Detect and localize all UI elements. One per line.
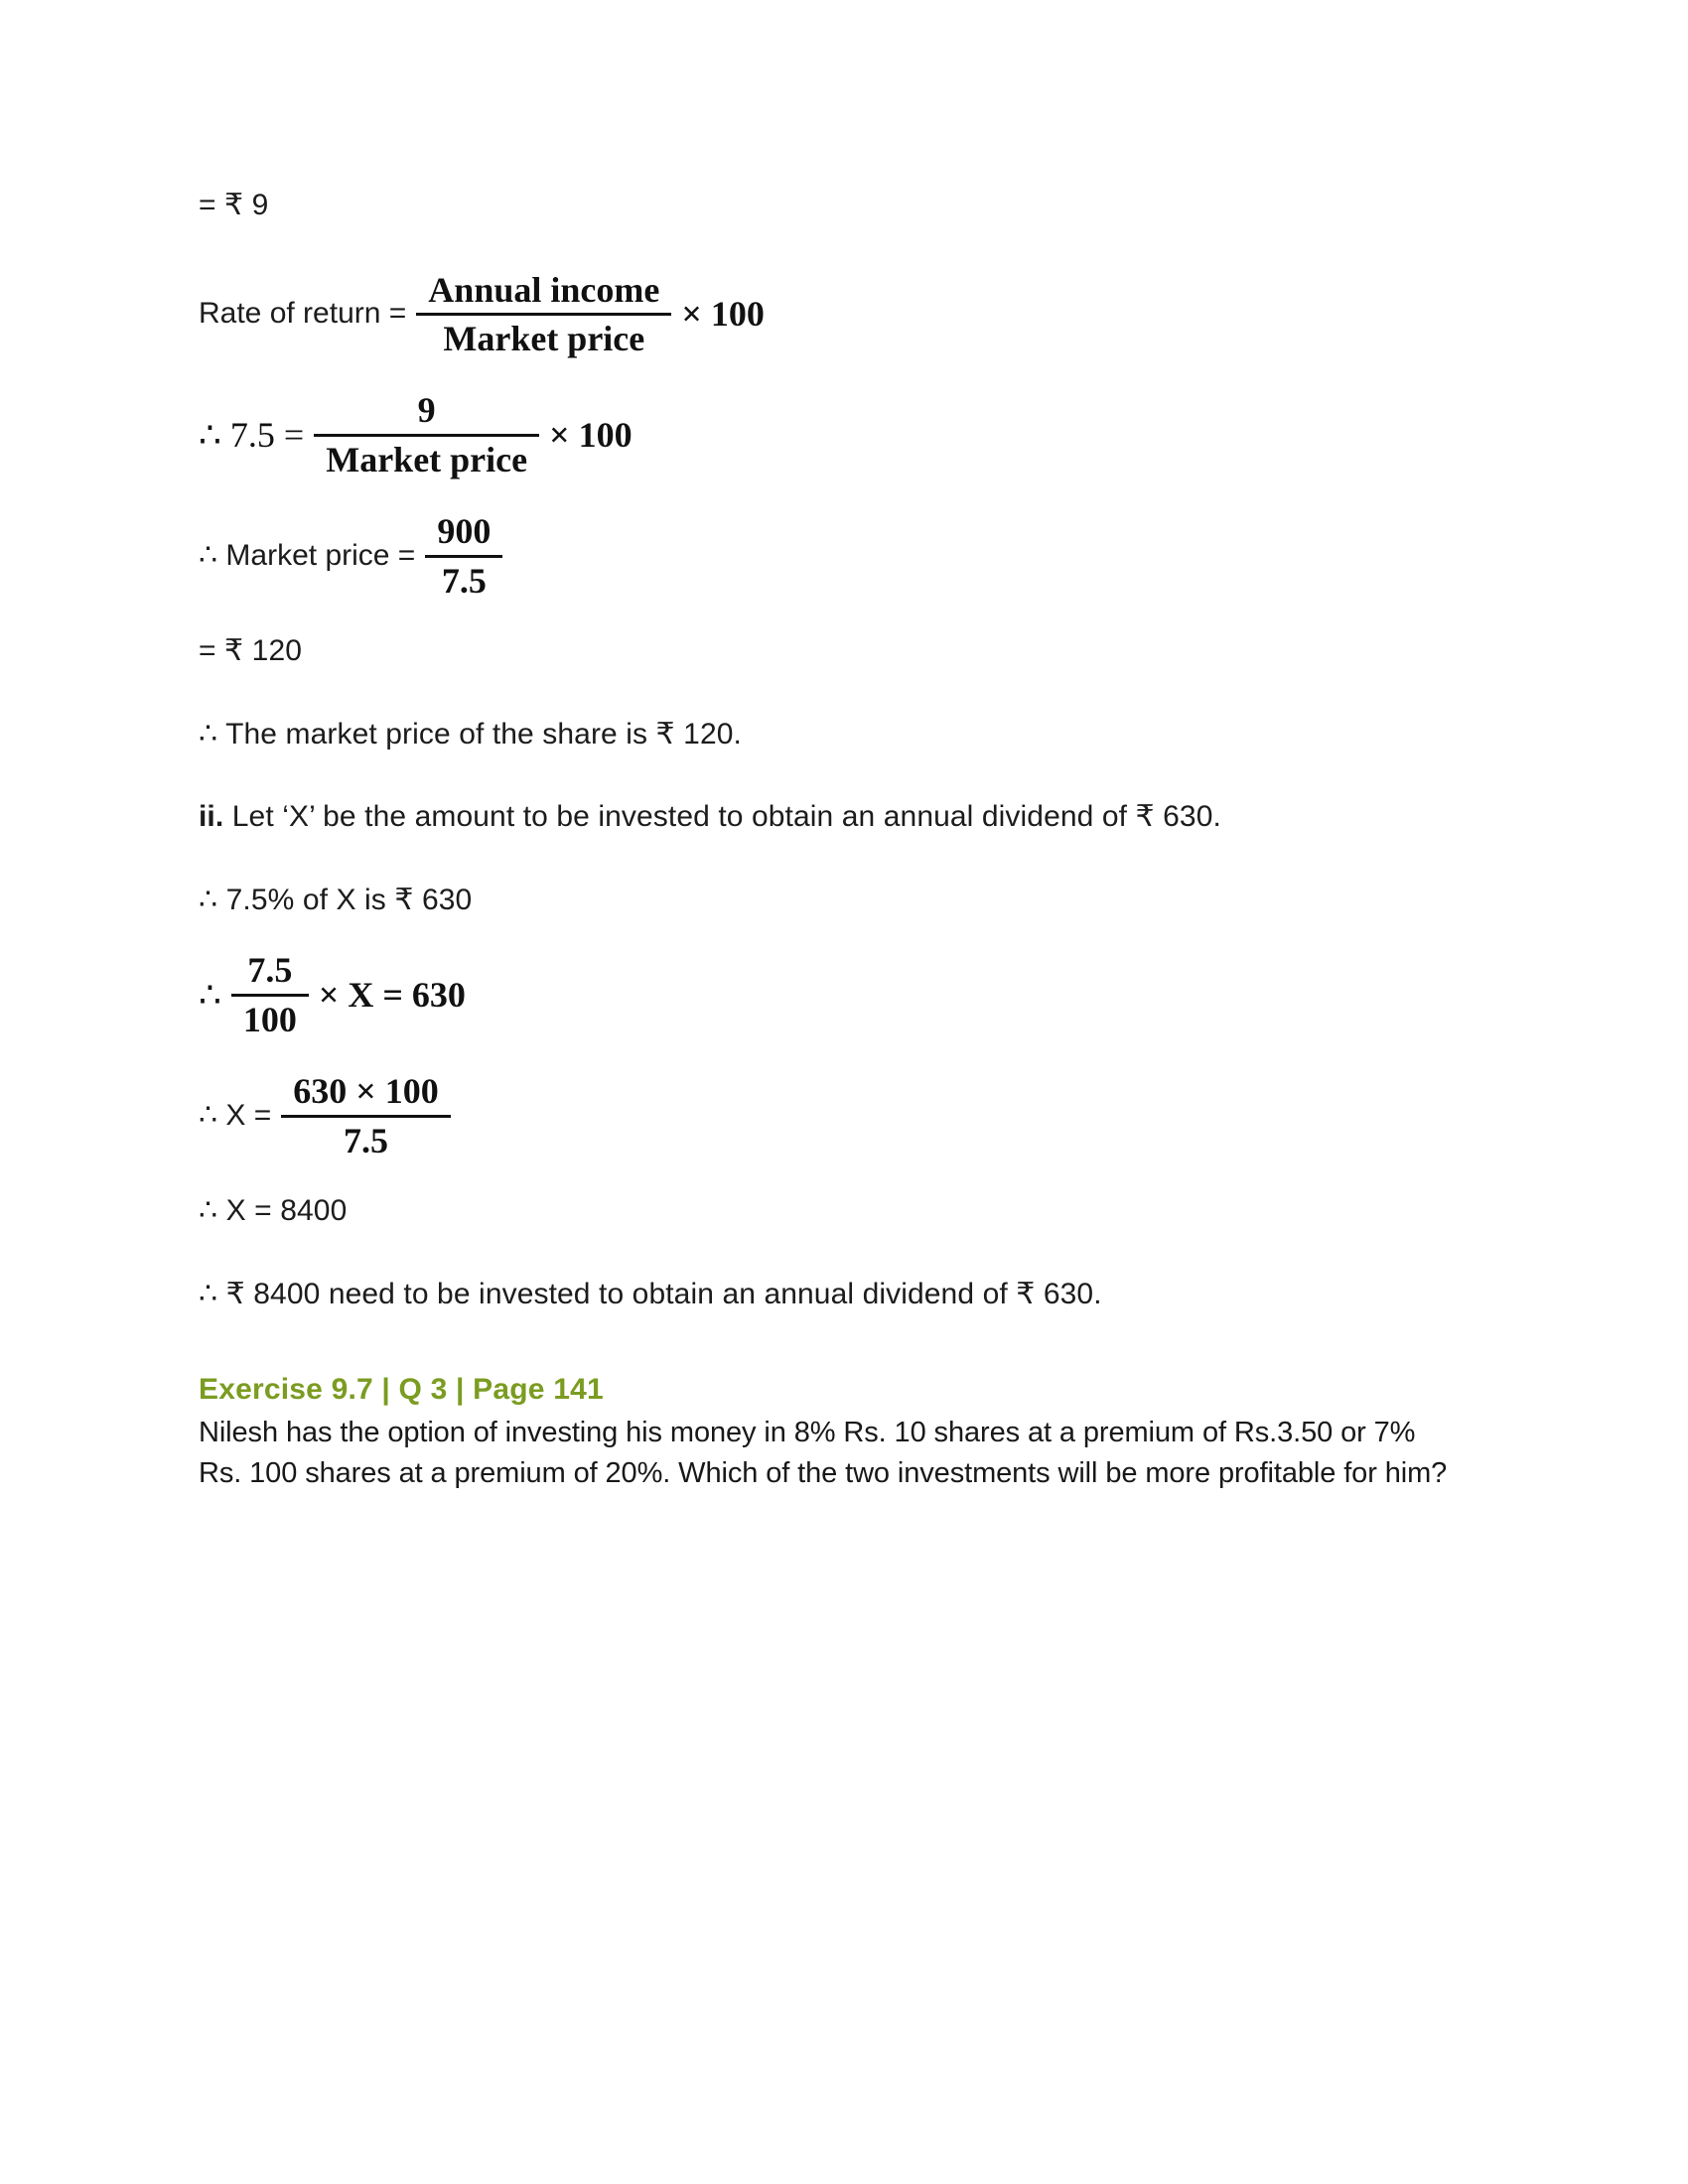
rate-substituted-lead: ∴ 7.5 =: [199, 415, 305, 456]
spacer: [199, 1233, 1489, 1273]
market-price-lead: ∴ Market price =: [199, 539, 416, 573]
formula-equation-x: [199, 947, 1489, 1042]
spacer: [199, 1042, 1489, 1068]
fraction-solve-x: [281, 1068, 451, 1163]
part-ii-line: [199, 795, 1489, 839]
spacer: [199, 921, 1489, 947]
fraction-denominator: 100: [242, 999, 297, 1039]
spacer: [199, 361, 1489, 387]
spacer: [199, 227, 1489, 267]
rate-of-return-label: Rate of return =: [199, 297, 407, 331]
fraction-denominator: Market price: [443, 318, 645, 358]
part-ii-statement: Let ‘X’ be the amount to be invested to obtain an annual dividend of ₹ 630.: [231, 800, 1221, 834]
exercise-header: Exercise 9.7 | Q 3 | Page 141: [199, 1373, 604, 1407]
fraction-denominator: 7.5: [344, 1120, 389, 1160]
spacer: [199, 839, 1489, 879]
spacer: [199, 673, 1489, 713]
fraction-numerator: Annual income: [428, 269, 660, 310]
equation-lead: ∴: [199, 975, 221, 1016]
fraction-rate-substituted: [314, 387, 539, 482]
fraction-numerator: 9: [417, 390, 436, 431]
fraction-denominator: Market price: [326, 439, 528, 479]
formula-solve-x: [199, 1068, 1489, 1163]
part-ii-marker: ii.: [199, 800, 224, 834]
step-percent-of-x: ∴ 7.5% of X is ₹ 630: [199, 883, 473, 916]
spacer: [199, 755, 1489, 795]
formula-rate-substituted: [199, 387, 1489, 482]
result-line-120: = ₹ 120: [199, 634, 303, 668]
fraction-market-price: [425, 508, 502, 604]
rate-substituted-multiplier: × 100: [549, 415, 633, 456]
conclusion-part-ii: ∴ ₹ 8400 need to be invested to obtain an annual dividend of ₹ 630.: [199, 1277, 1102, 1310]
solve-x-lead: ∴ X =: [199, 1099, 272, 1133]
formula-market-price: [199, 508, 1489, 604]
equation-tail: × X = 630: [318, 975, 466, 1016]
spacer: [199, 604, 1489, 629]
fraction-denominator: 7.5: [441, 560, 487, 601]
rate-of-return-multiplier: × 100: [681, 294, 765, 335]
exercise-question: Nilesh has the option of investing his money in 8% Rs. 10 shares at a premium of Rs.3.50 or 7% Rs. 100 shares at a premium of 20%. Which of the two investments will be more profitable for him?: [199, 1417, 1448, 1490]
result-line-9: = ₹ 9: [199, 189, 269, 221]
spacer: [199, 1163, 1489, 1189]
fraction-equation-x: [231, 947, 309, 1042]
fraction-numerator: 900: [437, 511, 492, 552]
fraction-numerator: 7.5: [247, 950, 293, 991]
conclusion-part-i: ∴ The market price of the share is ₹ 120.: [199, 717, 742, 751]
fraction-numerator: 630 × 100: [293, 1071, 439, 1112]
spacer: [199, 1315, 1489, 1373]
formula-rate-of-return: [199, 267, 1489, 362]
page-content: [199, 184, 1489, 1495]
fraction-rate-of-return: [416, 267, 671, 362]
spacer: [199, 482, 1489, 508]
step-x-value: ∴ X = 8400: [199, 1194, 348, 1228]
